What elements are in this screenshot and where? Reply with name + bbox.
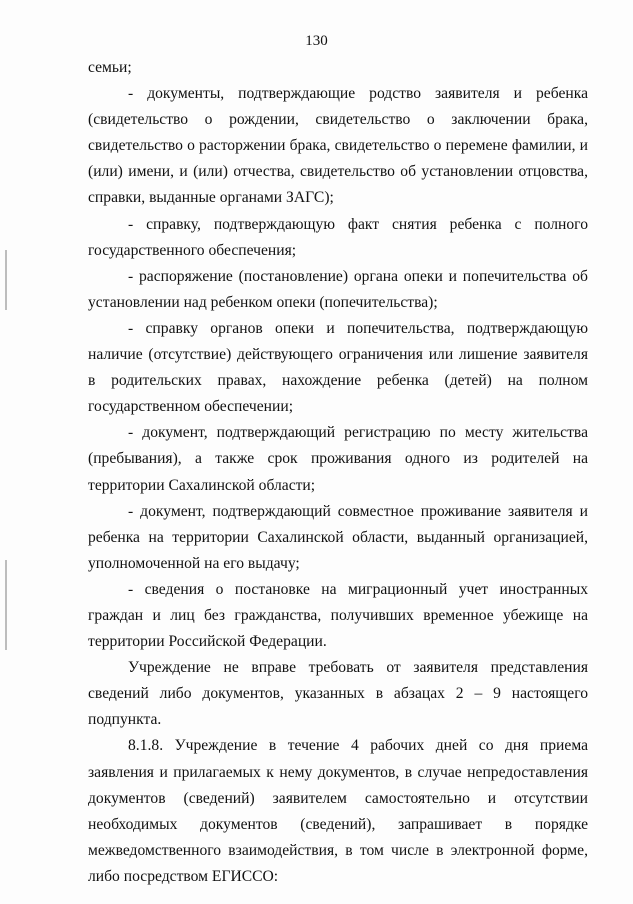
list-item-kinship-documents: - документы, подтверждающие родство заявителя и ребенка (свидетельство о рождении, свидетельство о заключении брака, свидетельство о расторжении брака, свидетельство о перемене фамилии, и (или) имени, и (или) отчества, свидетельство об установлении отцовства, справки, выданные органами ЗАГС);	[88, 85, 588, 207]
paragraph-section-8-1-8: 8.1.8. Учреждение в течение 4 рабочих дней со дня приема заявления и прилагаемых к нему документов, в случае непредоставления документов (сведений) заявителем самостоятельно и отсутствии необходимых документов (сведений), запрашивает в порядке межведомственного взаимодействия, в том числе в электронной форме, либо посредством ЕГИССО:	[88, 737, 588, 885]
list-item-state-support-certificate: - справку, подтверждающую факт снятия ребенка с полного государственного обеспечения;	[88, 215, 588, 259]
document-body	[88, 55, 588, 890]
scan-edge-mark	[5, 250, 7, 310]
list-item-migration-records: - сведения о постановке на миграционный учет иностранных граждан и лиц без гражданства, получивших временное убежище на территории Российской Федерации.	[88, 580, 588, 651]
page-number: 130	[305, 33, 328, 49]
paragraph-continuation: семьи;	[88, 59, 132, 76]
list-item-registration-document: - документ, подтверждающий регистрацию по месту жительства (пребывания), а также срок проживания одного из родителей на территории Сахалинской области;	[88, 424, 588, 494]
list-item-cohabitation-document: - документ, подтверждающий совместное проживание заявителя и ребенка на территории Сахалинской области, выданный организацией, уполномоченной на его выдачу;	[88, 502, 588, 572]
paragraph-restriction: Учреждение не вправе требовать от заявителя представления сведений либо документов, указанных в абзацах 2 – 9 настоящего подпункта.	[88, 659, 588, 729]
scan-edge-mark	[5, 560, 7, 650]
list-item-guardianship-certificate: - справку органов опеки и попечительства, подтверждающую наличие (отсутствие) действующего ограничения или лишение заявителя в родительских правах, нахождение ребенка (детей) на полном государственном обеспечении;	[88, 319, 588, 416]
list-item-guardianship-order: - распоряжение (постановление) органа опеки и попечительства об установлении над ребенком опеки (попечительства);	[88, 267, 588, 311]
